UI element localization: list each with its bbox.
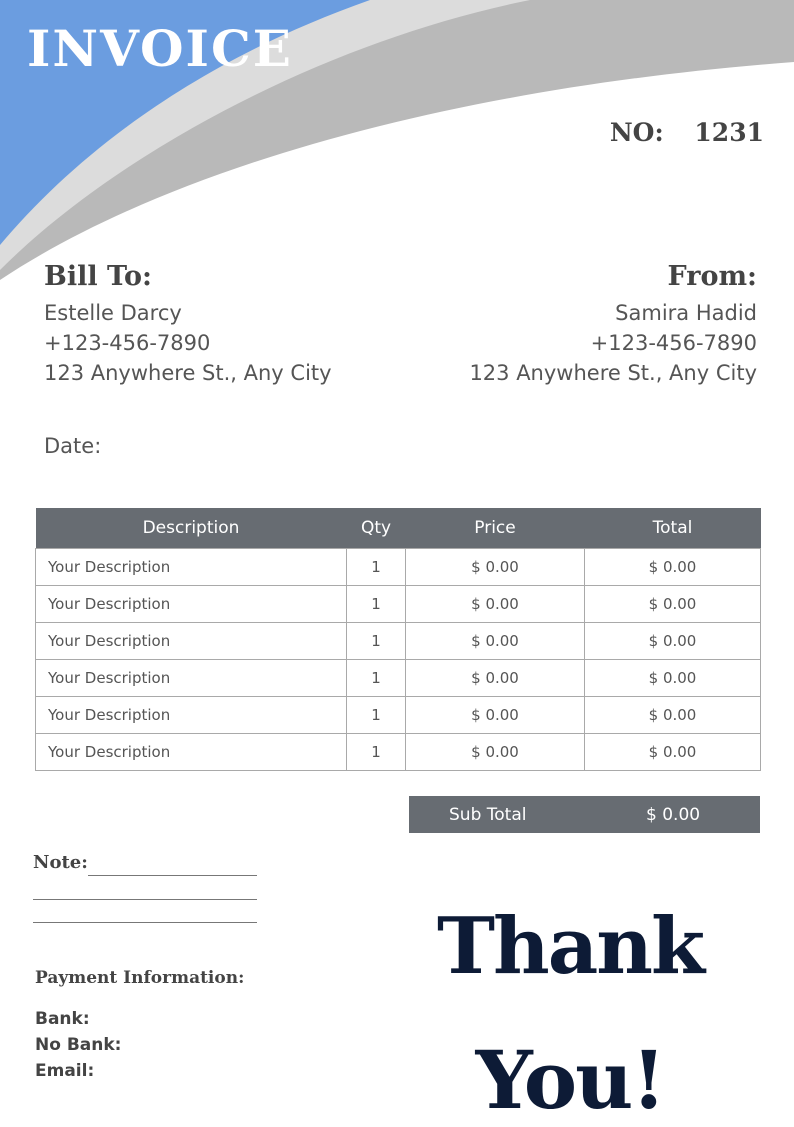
cell-price: $ 0.00 [406, 660, 585, 697]
no-bank-label: No Bank: [35, 1035, 122, 1055]
column-header-qty: Qty [347, 508, 406, 549]
cell-price: $ 0.00 [406, 697, 585, 734]
table-row [36, 697, 761, 734]
cell-total: $ 0.00 [585, 549, 761, 586]
column-header-total: Total [585, 508, 761, 549]
from-section [469, 258, 757, 388]
invoice-number-label: NO: [609, 118, 664, 147]
bill-to-heading: Bill To: [44, 261, 152, 292]
items-table [35, 508, 761, 771]
table-row [36, 734, 761, 771]
payment-information-title: Payment Information: [35, 968, 245, 988]
subtotal-bar [409, 796, 760, 833]
cell-qty: 1 [347, 549, 406, 586]
invoice-number-value: 1231 [694, 118, 764, 147]
table-header-row [36, 508, 761, 549]
table-row [36, 623, 761, 660]
table-row [36, 549, 761, 586]
bank-label: Bank: [35, 1009, 90, 1029]
cell-total: $ 0.00 [585, 660, 761, 697]
cell-qty: 1 [347, 623, 406, 660]
cell-qty: 1 [347, 586, 406, 623]
payment-information-list [35, 1006, 121, 1084]
cell-price: $ 0.00 [406, 586, 585, 623]
column-header-description: Description [36, 508, 347, 549]
cell-qty: 1 [347, 697, 406, 734]
cell-total: $ 0.00 [585, 623, 761, 660]
invoice-title: INVOICE [27, 19, 293, 78]
cell-price: $ 0.00 [406, 734, 585, 771]
cell-description: Your Description [36, 734, 347, 771]
note-label: Note: [33, 852, 88, 873]
cell-description: Your Description [36, 660, 347, 697]
cell-description: Your Description [36, 697, 347, 734]
cell-price: $ 0.00 [406, 623, 585, 660]
bill-to-name: Estelle Darcy [44, 301, 182, 325]
column-header-price: Price [406, 508, 585, 549]
cell-price: $ 0.00 [406, 549, 585, 586]
invoice-number [610, 118, 764, 147]
from-name: Samira Hadid [615, 301, 757, 325]
cell-total: $ 0.00 [585, 586, 761, 623]
bill-to-phone: +123-456-7890 [44, 331, 211, 355]
from-address: 123 Anywhere St., Any City [469, 361, 757, 385]
from-heading: From: [667, 261, 757, 292]
note-line [33, 899, 257, 900]
thank-you-line-2: You! [475, 1033, 665, 1127]
from-phone: +123-456-7890 [590, 331, 757, 355]
cell-total: $ 0.00 [585, 697, 761, 734]
bill-to-section [44, 258, 332, 388]
cell-total: $ 0.00 [585, 734, 761, 771]
cell-qty: 1 [347, 734, 406, 771]
thank-you-line-1: Thank [436, 901, 704, 992]
note-line [88, 875, 257, 876]
email-label: Email: [35, 1061, 95, 1081]
cell-description: Your Description [36, 623, 347, 660]
bill-to-address: 123 Anywhere St., Any City [44, 361, 332, 385]
note-line [33, 922, 257, 923]
date-label: Date: [44, 434, 102, 458]
cell-qty: 1 [347, 660, 406, 697]
subtotal-label: Sub Total [449, 805, 527, 825]
table-row [36, 586, 761, 623]
subtotal-value: $ 0.00 [646, 805, 701, 825]
table-row [36, 660, 761, 697]
cell-description: Your Description [36, 549, 347, 586]
cell-description: Your Description [36, 586, 347, 623]
